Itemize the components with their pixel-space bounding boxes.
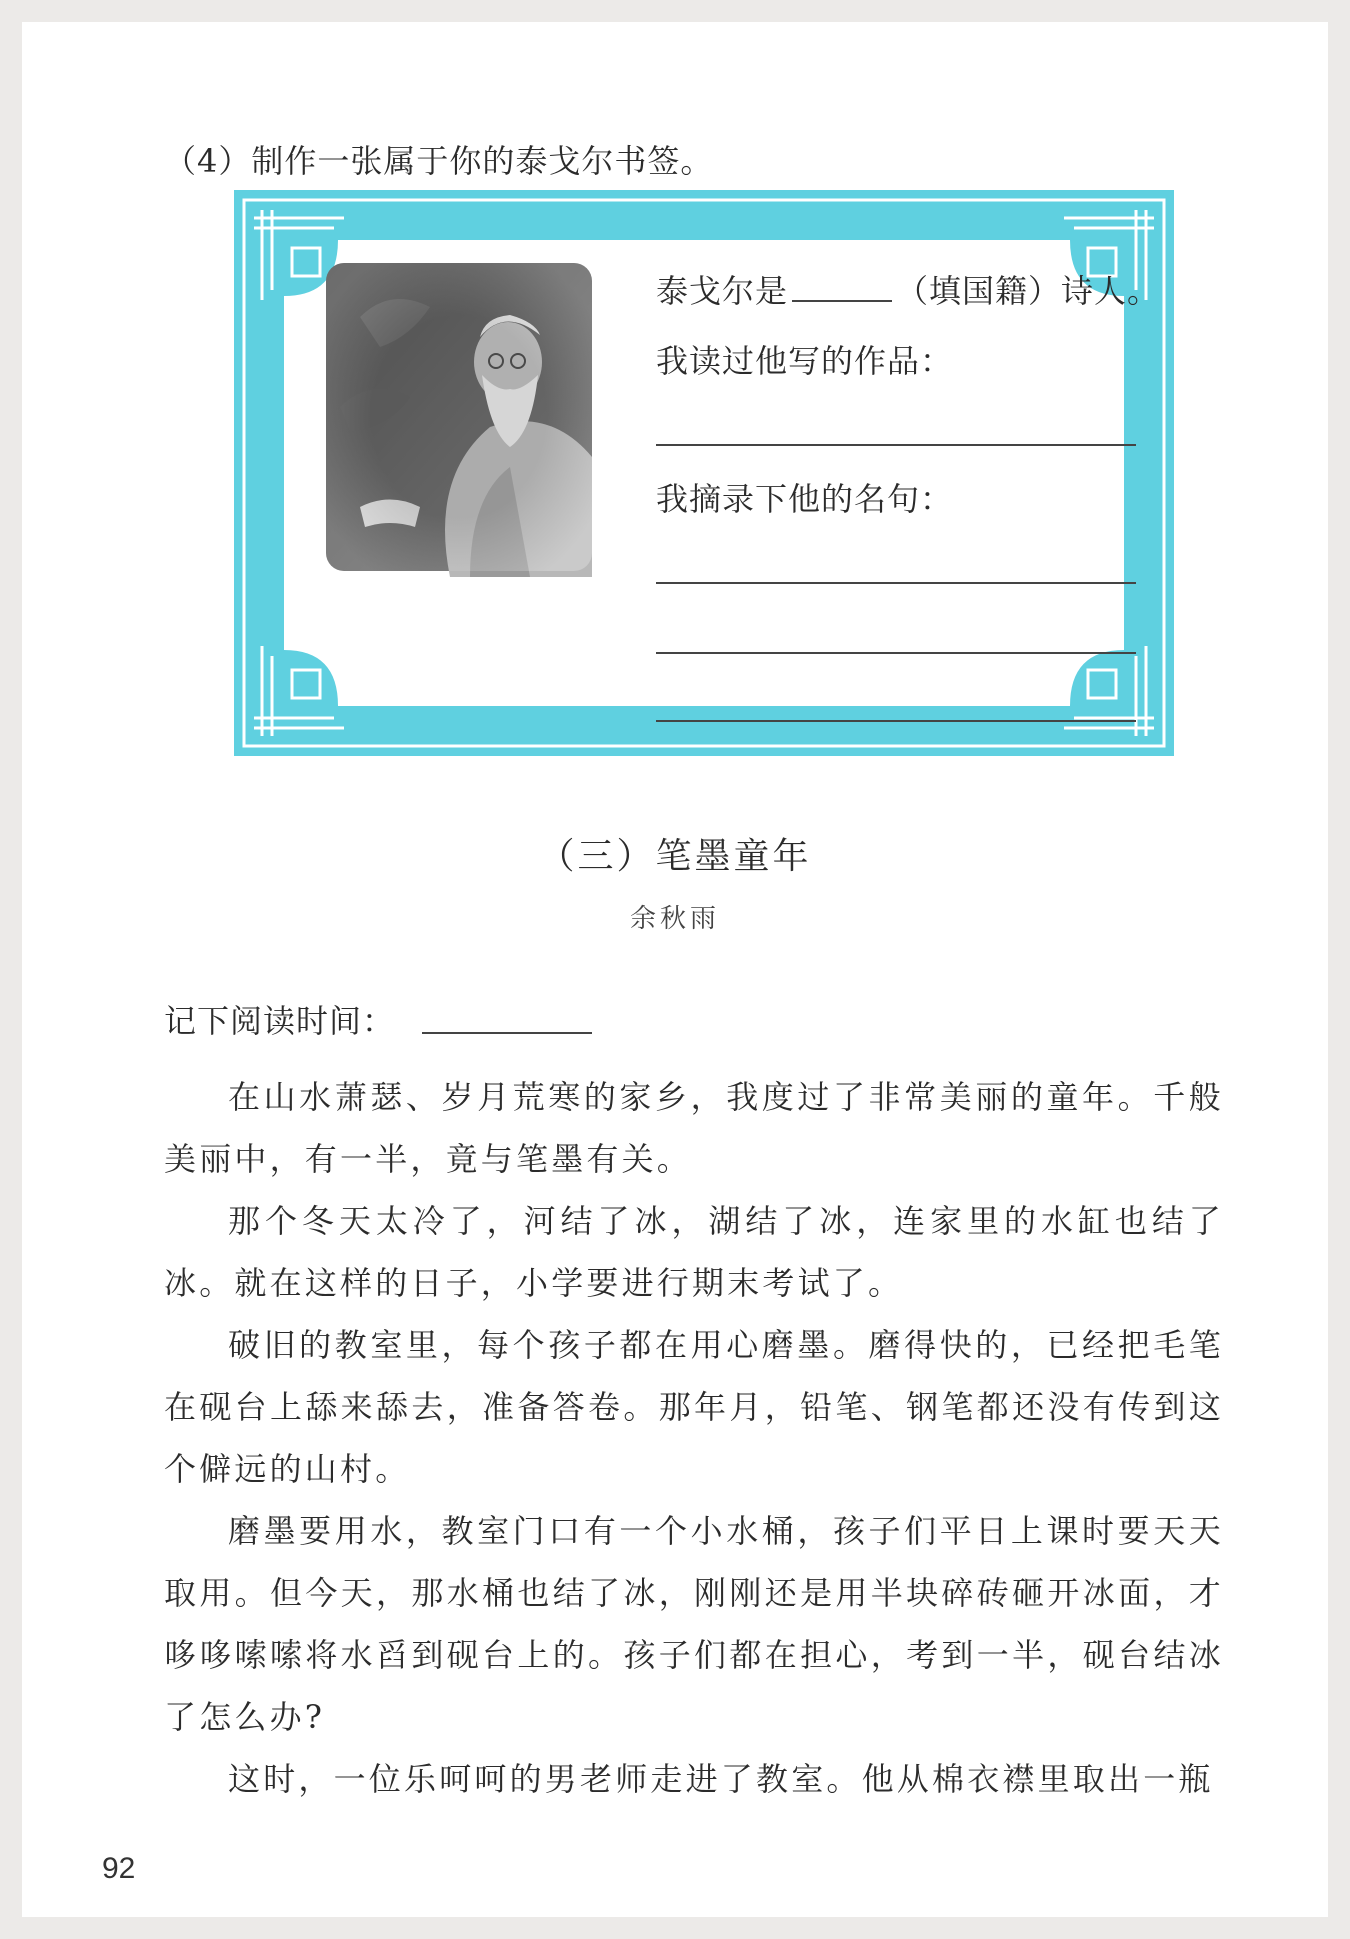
nationality-suffix: （填国籍）诗人。 — [896, 272, 1161, 310]
nationality-prefix: 泰戈尔是 — [656, 272, 789, 310]
quote-answer-line[interactable] — [656, 582, 1136, 584]
works-prompt: 我读过他写的作品： — [656, 342, 954, 380]
quotes-prompt: 我摘录下他的名句： — [656, 480, 954, 518]
page-number: 92 — [102, 1852, 136, 1885]
paragraph: 破旧的教室里，每个孩子都在用心磨墨。磨得快的，已经把毛笔在砚台上舔来舔去，准备答卷。那年月，铅笔、钢笔都还没有传到这个僻远的山村。 — [164, 1326, 1224, 1488]
author-name: 余秋雨 — [629, 904, 720, 934]
quote-answer-line[interactable] — [656, 652, 1136, 654]
paragraph: 那个冬天太冷了，河结了冰，湖结了冰，连家里的水缸也结了冰。就在这样的日子，小学要进行期末考试了。 — [164, 1202, 1224, 1302]
reading-time-label: 记下阅读时间： — [164, 1002, 396, 1040]
works-answer-line[interactable] — [656, 444, 1136, 446]
nationality-blank[interactable] — [792, 272, 892, 302]
paragraph: 这时，一位乐呵呵的男老师走进了教室。他从棉衣襟里取出一瓶 — [228, 1760, 1214, 1798]
reading-time-blank[interactable] — [422, 1032, 592, 1034]
nationality-prompt — [656, 266, 1160, 312]
paragraph: 在山水萧瑟、岁月荒寒的家乡，我度过了非常美丽的童年。千般美丽中，有一半，竟与笔墨有关。 — [164, 1078, 1224, 1178]
article-body — [164, 1066, 1224, 1810]
quote-answer-line[interactable] — [656, 720, 1136, 722]
portrait-photo-icon — [320, 257, 598, 577]
paragraph: 磨墨要用水，教室门口有一个小水桶，孩子们平日上课时要天天取用。但今天，那水桶也结了冰，刚刚还是用半块碎砖砸开冰面，才哆哆嗦嗦将水舀到砚台上的。孩子们都在担心，考到一半，砚台结冰了怎么办? — [164, 1512, 1224, 1736]
task-heading: （4）制作一张属于你的泰戈尔书签。 — [164, 142, 714, 180]
section-title: （三）笔墨童年 — [538, 836, 812, 877]
